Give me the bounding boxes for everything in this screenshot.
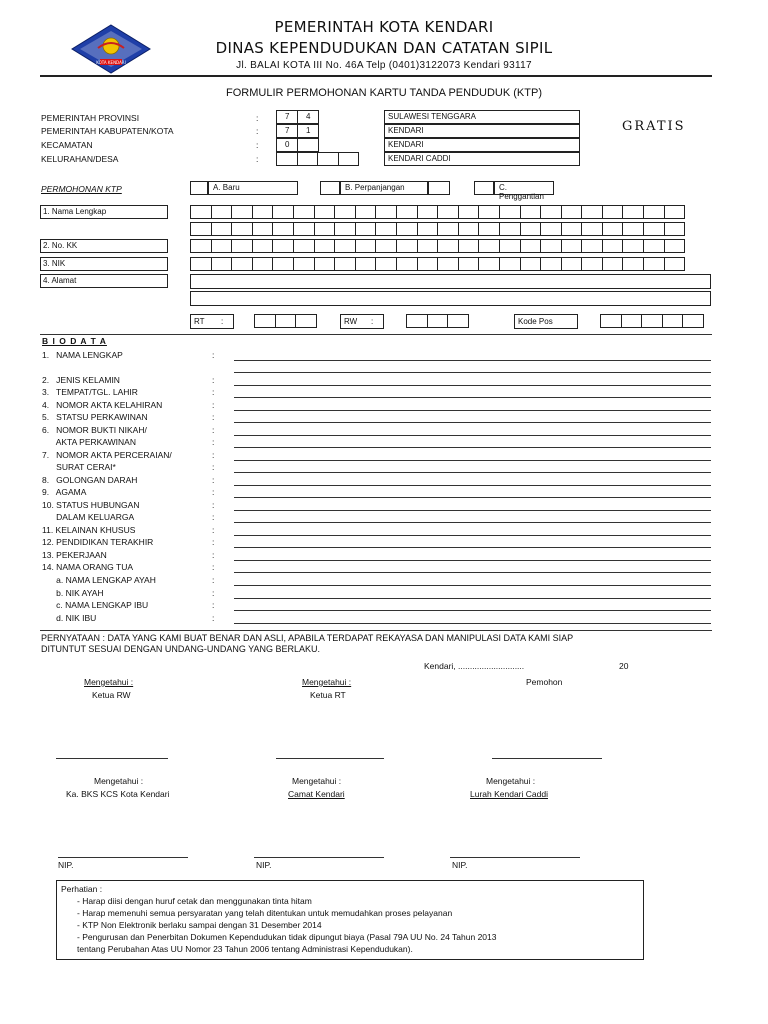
lurah-label: Lurah Kendari Caddi — [470, 789, 548, 799]
statement-line2: DITUNTUT SESUAI DENGAN UNDANG-UNDANG YANG BERLAKU. — [41, 644, 321, 654]
option-baru-box[interactable] — [190, 181, 208, 195]
biodata-label: AKTA PERKAWINAN — [42, 437, 136, 447]
no-kk-label: 2. No. KK — [40, 239, 168, 253]
provinsi-code-2[interactable]: 4 — [297, 110, 319, 124]
biodata-input-line[interactable] — [234, 585, 711, 586]
biodata-colon: : — [212, 550, 215, 560]
biodata-input-line[interactable] — [234, 560, 711, 561]
ketua-rt: Ketua RT — [310, 690, 346, 700]
kabupaten-code-1[interactable]: 7 — [276, 124, 298, 138]
biodata-colon: : — [212, 375, 215, 385]
kabupaten-name[interactable]: KENDARI — [384, 124, 580, 138]
biodata-input-line[interactable] — [234, 610, 711, 611]
biodata-label: 14. NAMA ORANG TUA — [42, 562, 134, 572]
nama-lengkap-grid-2[interactable] — [190, 222, 684, 236]
nip-2: NIP. — [256, 860, 272, 870]
sign-line-lurah — [450, 857, 580, 858]
header-address: Jl. BALAI KOTA III No. 46A Telp (0401)3122073 Kendari 93117 — [236, 60, 532, 71]
biodata-label: a. NAMA LENGKAP AYAH — [42, 575, 156, 585]
biodata-input-line[interactable] — [234, 435, 711, 436]
biodata-colon: : — [212, 525, 215, 535]
rw-label: RW : — [340, 314, 384, 329]
note-item: - Harap memenuhi semua persyaratan yang telah ditentukan untuk memudahkan proses pelayanan — [77, 908, 453, 918]
alamat-input-1[interactable] — [190, 274, 711, 289]
kodepos-label: Kode Pos — [514, 314, 578, 329]
mengetahui-3: Mengetahui : — [94, 776, 144, 786]
biodata-label: 5. STATSU PERKAWINAN — [42, 412, 148, 422]
option-penggantian-box[interactable] — [474, 181, 494, 195]
header-line1: PEMERINTAH KOTA KENDARI — [274, 18, 494, 36]
biodata-label: 2. JENIS KELAMIN — [42, 375, 120, 385]
biodata-colon: : — [212, 400, 215, 410]
note-item: - KTP Non Elektronik berlaku sampai dengan 31 Desember 2014 — [77, 920, 322, 930]
biodata-input-line[interactable] — [234, 472, 711, 473]
colon: : — [256, 140, 259, 150]
kelurahan-code[interactable] — [276, 152, 358, 166]
biodata-label: 8. GOLONGAN DARAH — [42, 475, 138, 485]
biodata-label: c. NAMA LENGKAP IBU — [42, 600, 149, 610]
biodata-colon: : — [212, 487, 215, 497]
header-divider — [40, 75, 712, 77]
biodata-input-line[interactable] — [234, 535, 711, 536]
biodata-input-line[interactable] — [234, 485, 711, 486]
biodata-colon: : — [212, 475, 215, 485]
ketua-rw: Ketua RW — [92, 690, 131, 700]
label-provinsi: PEMERINTAH PROVINSI — [41, 113, 140, 123]
provinsi-name[interactable]: SULAWESI TENGGARA — [384, 110, 580, 124]
biodata-input-line[interactable] — [234, 522, 711, 523]
biodata-colon: : — [212, 425, 215, 435]
option-baru[interactable]: A. Baru — [208, 181, 298, 195]
logo-caption: KOTA KENDARI — [96, 60, 126, 65]
biodata-input-line[interactable] — [234, 598, 711, 599]
biodata-input-line[interactable] — [234, 547, 711, 548]
biodata-input-line[interactable] — [234, 497, 711, 498]
kecamatan-name[interactable]: KENDARI — [384, 138, 580, 152]
biodata-input-line[interactable] — [234, 572, 711, 573]
biodata-colon: : — [212, 537, 215, 547]
biodata-label: 11. KELAINAN KHUSUS — [42, 525, 136, 535]
kecamatan-code-2[interactable] — [297, 138, 319, 152]
option-perpanjangan-box[interactable] — [320, 181, 340, 195]
label-kecamatan: KECAMATAN — [41, 140, 93, 150]
biodata-label: 7. NOMOR AKTA PERCERAIAN/ — [42, 450, 172, 460]
biodata-label: 3. TEMPAT/TGL. LAHIR — [42, 387, 138, 397]
no-kk-grid[interactable] — [190, 239, 684, 253]
biodata-label: d. NIK IBU — [42, 613, 97, 623]
kodepos-grid[interactable] — [600, 314, 703, 328]
note-item: - Harap diisi dengan huruf cetak dan menggunakan tinta hitam — [77, 896, 312, 906]
biodata-input-line[interactable] — [234, 623, 711, 624]
biodata-colon: : — [212, 600, 215, 610]
biodata-label: b. NIK AYAH — [42, 588, 104, 598]
biodata-colon: : — [212, 575, 215, 585]
colon: : — [256, 126, 259, 136]
rw-grid[interactable] — [406, 314, 468, 328]
biodata-label: DALAM KELUARGA — [42, 512, 135, 522]
biodata-input-line[interactable] — [234, 385, 711, 386]
year: 20 — [619, 661, 629, 671]
rt-label: RT : — [190, 314, 234, 329]
mengetahui-5: Mengetahui : — [486, 776, 536, 786]
option-perpanjangan-extra[interactable] — [428, 181, 450, 195]
biodata-colon: : — [212, 500, 215, 510]
kabupaten-code-2[interactable]: 1 — [297, 124, 319, 138]
nama-lengkap-label: 1. Nama Lengkap — [40, 205, 168, 219]
biodata-label: 1. NAMA LENGKAP — [42, 350, 123, 360]
camat-label: Camat Kendari — [288, 789, 345, 799]
mengetahui-1: Mengetahui : — [84, 677, 134, 687]
biodata-input-line[interactable] — [234, 510, 711, 511]
provinsi-code-1[interactable]: 7 — [276, 110, 298, 124]
biodata-label: 10. STATUS HUBUNGAN — [42, 500, 140, 510]
biodata-colon: : — [212, 462, 215, 472]
colon: : — [256, 113, 259, 123]
biodata-colon: : — [212, 450, 215, 460]
note-item: - Pengurusan dan Penerbitan Dokumen Kependudukan tidak dipungut biaya (Pasal 79A UU No. 24 Tahun 2013 — [77, 932, 497, 942]
header-line2: DINAS KEPENDUDUKAN DAN CATATAN SIPIL — [215, 39, 553, 57]
kecamatan-code-1[interactable]: 0 — [276, 138, 298, 152]
biodata-colon: : — [212, 350, 215, 360]
nama-lengkap-grid-1[interactable] — [190, 205, 684, 219]
nip-1: NIP. — [58, 860, 74, 870]
biodata-label: 4. NOMOR AKTA KELAHIRAN — [42, 400, 163, 410]
biodata-title: B I O D A T A — [42, 336, 107, 346]
nip-3: NIP. — [452, 860, 468, 870]
ka-bks-label: Ka. BKS KCS Kota Kendari — [66, 789, 170, 799]
biodata-input-line[interactable] — [234, 372, 711, 373]
biodata-label: 6. NOMOR BUKTI NIKAH/ — [42, 425, 147, 435]
sign-line-bks — [58, 857, 188, 858]
sign-line-rt — [276, 758, 384, 759]
form-title: FORMULIR PERMOHONAN KARTU TANDA PENDUDUK (KTP) — [226, 87, 542, 99]
notes-title: Perhatian : — [61, 884, 103, 894]
gratis-stamp: GRATIS — [622, 119, 686, 134]
biodata-end-divider — [40, 630, 712, 631]
biodata-colon: : — [212, 437, 215, 447]
biodata-colon: : — [212, 562, 215, 572]
note-item: tentang Perubahan Atas UU Nomor 23 Tahun 2006 tentang Administrasi Kependudukan). — [77, 944, 413, 954]
alamat-input-2[interactable] — [190, 291, 711, 306]
biodata-colon: : — [212, 613, 215, 623]
colon: : — [256, 154, 259, 164]
option-penggantian[interactable]: C. Penggantian — [494, 181, 554, 195]
biodata-label: 13. PEKERJAAN — [42, 550, 107, 560]
rt-grid[interactable] — [254, 314, 316, 328]
sign-line-rw — [56, 758, 168, 759]
label-kelurahan: KELURAHAN/DESA — [41, 154, 119, 164]
biodata-input-line[interactable] — [234, 460, 711, 461]
mengetahui-2: Mengetahui : — [302, 677, 352, 687]
nik-grid[interactable] — [190, 257, 684, 271]
permohonan-label: PERMOHONAN KTP — [41, 184, 122, 194]
date-line: Kendari, ............................ — [424, 661, 525, 671]
biodata-colon: : — [212, 387, 215, 397]
mengetahui-4: Mengetahui : — [292, 776, 342, 786]
biodata-label: 12. PENDIDIKAN TERAKHIR — [42, 537, 154, 547]
biodata-input-line[interactable] — [234, 422, 711, 423]
biodata-colon: : — [212, 412, 215, 422]
biodata-label: SURAT CERAI* — [42, 462, 116, 472]
notes-box — [56, 880, 644, 960]
biodata-input-line[interactable] — [234, 410, 711, 411]
biodata-label: 9. AGAMA — [42, 487, 87, 497]
biodata-input-line[interactable] — [234, 397, 711, 398]
biodata-colon: : — [212, 512, 215, 522]
sign-line-pemohon — [492, 758, 602, 759]
sign-line-camat — [254, 857, 384, 858]
pemohon-label: Pemohon — [526, 677, 563, 687]
biodata-input-line[interactable] — [234, 360, 711, 361]
kelurahan-name[interactable]: KENDARI CADDI — [384, 152, 580, 166]
biodata-colon: : — [212, 588, 215, 598]
alamat-label: 4. Alamat — [40, 274, 168, 288]
section-divider — [40, 334, 712, 335]
option-perpanjangan[interactable]: B. Perpanjangan — [340, 181, 428, 195]
nik-label: 3. NIK — [40, 257, 168, 271]
label-kabupaten: PEMERINTAH KABUPATEN/KOTA — [41, 126, 174, 136]
statement-line1: PERNYATAAN : DATA YANG KAMI BUAT BENAR DAN ASLI, APABILA TERDAPAT REKAYASA DAN MANIPULASI DATA KAMI SIAP — [41, 633, 574, 643]
biodata-input-line[interactable] — [234, 447, 711, 448]
